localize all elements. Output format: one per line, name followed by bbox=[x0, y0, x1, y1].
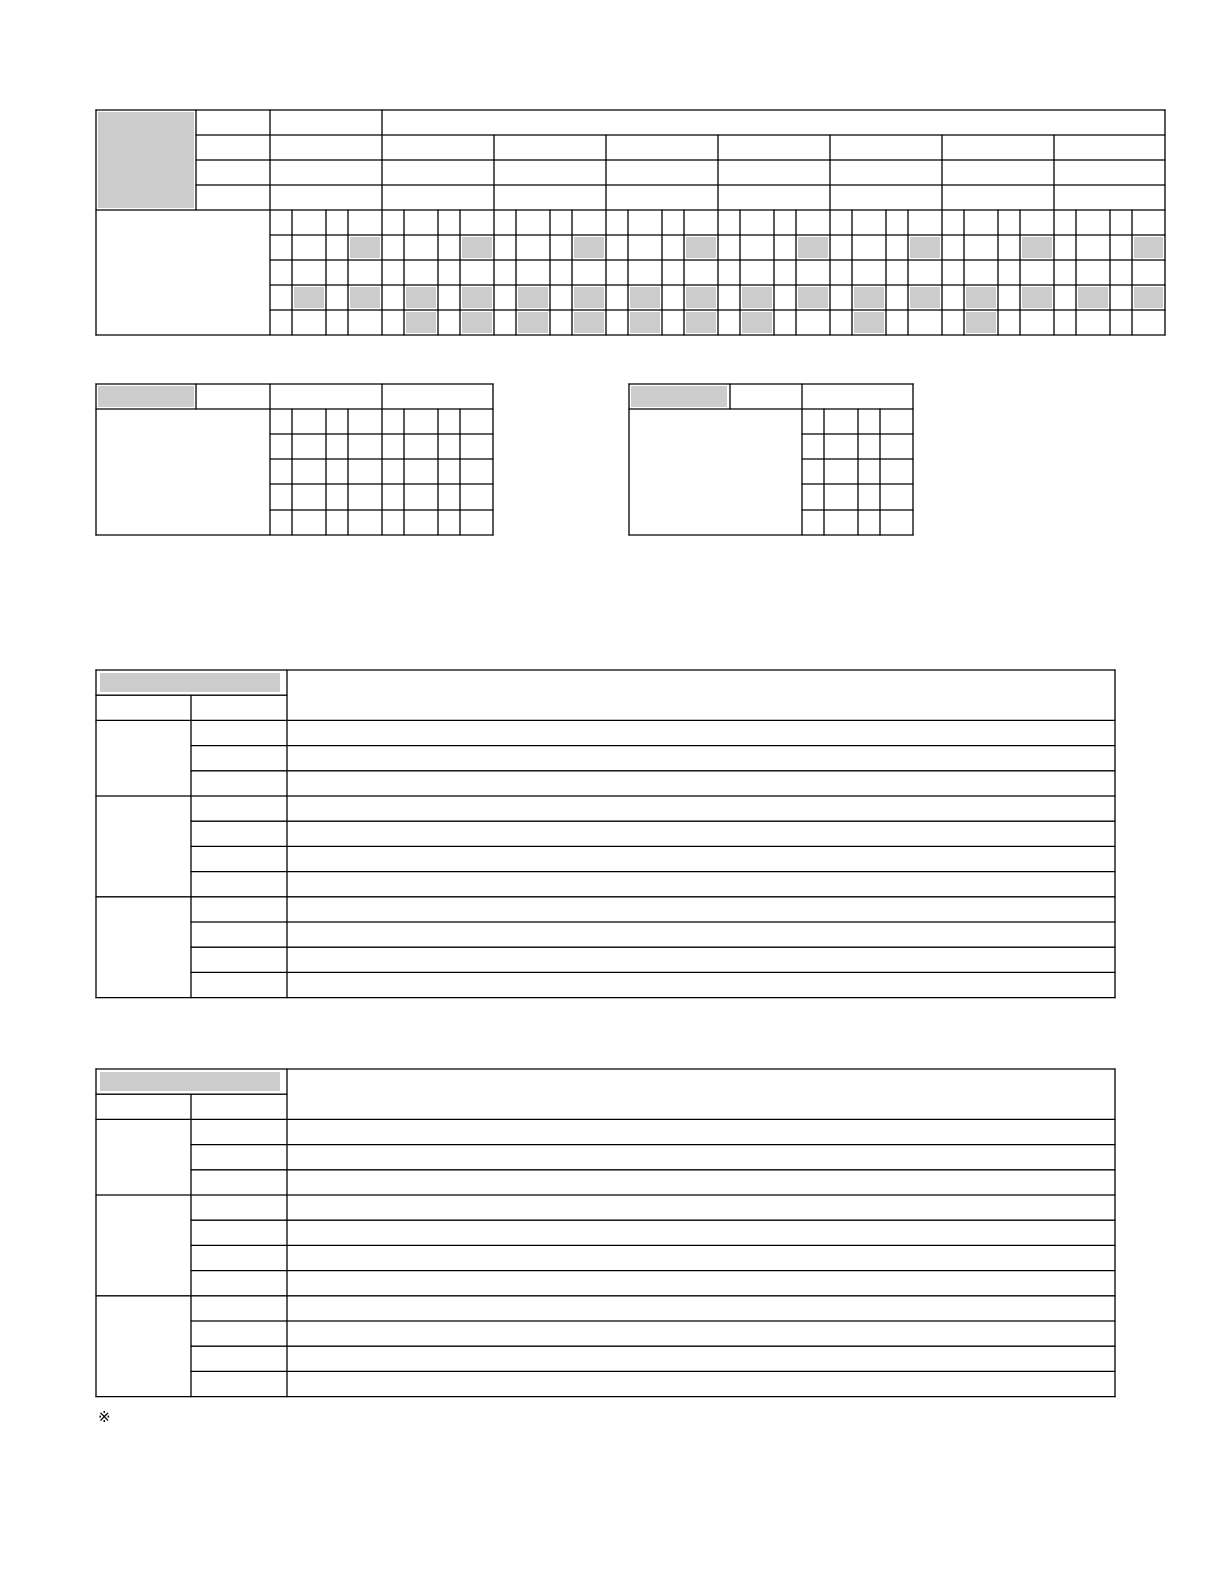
shaded-cells bbox=[98, 112, 1163, 1091]
top-shaded-cell bbox=[686, 287, 716, 308]
top-shaded-cell bbox=[630, 312, 660, 333]
top-shaded-cell bbox=[406, 312, 436, 333]
top-shaded-cell bbox=[574, 237, 604, 258]
top-shaded-cell bbox=[742, 287, 772, 308]
top-shaded-cell bbox=[686, 237, 716, 258]
mid-right-header-shade bbox=[631, 386, 727, 407]
top-shaded-cell bbox=[518, 287, 548, 308]
top-shaded-cell bbox=[462, 237, 492, 258]
top-shaded-cell bbox=[574, 312, 604, 333]
top-shaded-cell bbox=[966, 312, 996, 333]
top-shaded-cell bbox=[686, 312, 716, 333]
top-shaded-cell bbox=[798, 237, 828, 258]
list-table-1-header-shade bbox=[100, 673, 280, 692]
top-shaded-cell bbox=[350, 287, 380, 308]
top-shaded-cell bbox=[630, 287, 660, 308]
top-shaded-cell bbox=[854, 287, 884, 308]
top-shaded-cell bbox=[406, 287, 436, 308]
top-shaded-cell bbox=[518, 312, 548, 333]
top-shaded-cell bbox=[574, 287, 604, 308]
top-shaded-cell bbox=[1078, 287, 1108, 308]
top-shaded-cell bbox=[462, 312, 492, 333]
top-shaded-cell bbox=[910, 287, 940, 308]
top-shaded-cell bbox=[462, 287, 492, 308]
mid-left-header-shade bbox=[98, 386, 194, 407]
top-shaded-cell bbox=[910, 237, 940, 258]
top-shaded-cell bbox=[350, 237, 380, 258]
top-shaded-cell bbox=[966, 287, 996, 308]
top-corner-shade bbox=[98, 112, 194, 208]
list-table-2-header-shade bbox=[100, 1072, 280, 1091]
top-shaded-cell bbox=[798, 287, 828, 308]
footnote-mark: ※ bbox=[98, 1408, 111, 1426]
top-shaded-cell bbox=[1022, 287, 1052, 308]
top-shaded-cell bbox=[294, 287, 324, 308]
top-shaded-cell bbox=[854, 312, 884, 333]
top-shaded-cell bbox=[1134, 287, 1163, 308]
top-shaded-cell bbox=[1022, 237, 1052, 258]
top-shaded-cell bbox=[742, 312, 772, 333]
top-shaded-cell bbox=[1134, 237, 1163, 258]
